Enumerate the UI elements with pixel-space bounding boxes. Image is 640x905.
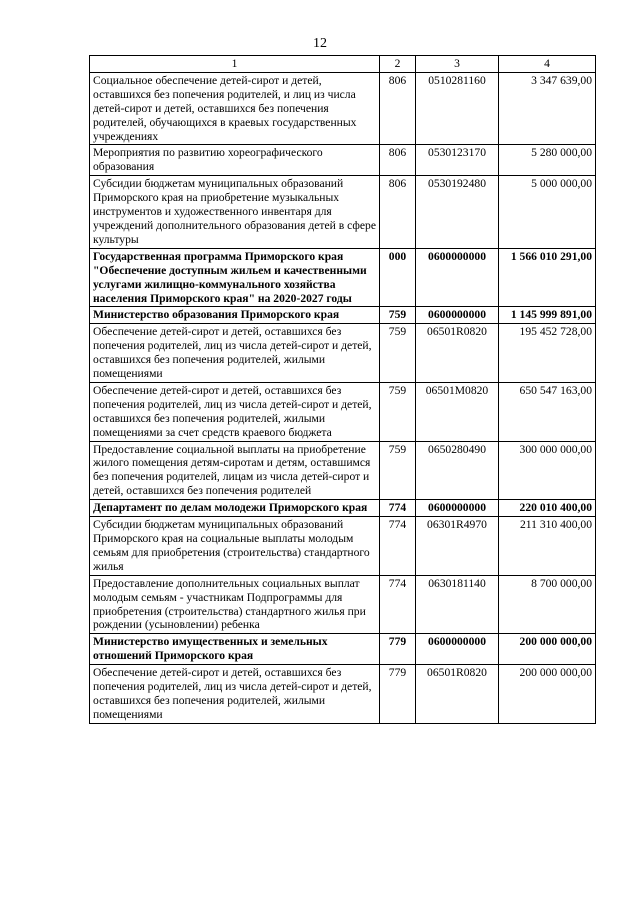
column-header: 3	[416, 56, 499, 73]
row-code-cell: 759	[380, 441, 416, 500]
row-name-cell: Предоставление социальной выплаты на приобретение жилого помещения детям-сиротам и детям, оставшимся без попечения родителей, лицам из числа детей-сирот и детей, оставшихся без попечения родителей	[90, 441, 380, 500]
row-code-cell: 806	[380, 145, 416, 176]
row-name-cell: Министерство имущественных и земельных отношений Приморского края	[90, 634, 380, 665]
row-amount-cell: 211 310 400,00	[499, 517, 596, 576]
column-header: 4	[499, 56, 596, 73]
row-code-cell: 774	[380, 500, 416, 517]
row-amount-cell: 200 000 000,00	[499, 665, 596, 724]
table-row	[90, 634, 596, 665]
row-article-cell: 0530123170	[416, 145, 499, 176]
table-header-row	[90, 56, 596, 73]
page-number: 12	[313, 36, 327, 51]
row-name-cell: Субсидии бюджетам муниципальных образований Приморского края на приобретение музыкальных инструментов и художественного инвентаря для учреждений дополнительного образования детей в сфере культуры	[90, 176, 380, 249]
row-amount-cell: 300 000 000,00	[499, 441, 596, 500]
table-row	[90, 72, 596, 145]
row-name-cell: Предоставление дополнительных социальных выплат молодым семьям - участникам Подпрограммы для приобретения (строительства) стандартного жилья при рождении (усыновлении) ребенка	[90, 575, 380, 634]
table-row	[90, 441, 596, 500]
row-article-cell: 06501R0820	[416, 665, 499, 724]
table-row	[90, 145, 596, 176]
row-amount-cell: 5 000 000,00	[499, 176, 596, 249]
column-header: 2	[380, 56, 416, 73]
row-article-cell: 0600000000	[416, 307, 499, 324]
row-code-cell: 774	[380, 575, 416, 634]
row-name-cell: Государственная программа Приморского края "Обеспечение доступным жильем и качественными услугами жилищно-коммунального хозяйства населения Приморского края" на 2020-2027 годы	[90, 248, 380, 307]
row-article-cell: 0630181140	[416, 575, 499, 634]
row-amount-cell: 220 010 400,00	[499, 500, 596, 517]
row-code-cell: 806	[380, 176, 416, 249]
row-amount-cell: 1 566 010 291,00	[499, 248, 596, 307]
row-article-cell: 0510281160	[416, 72, 499, 145]
row-amount-cell: 1 145 999 891,00	[499, 307, 596, 324]
column-header: 1	[90, 56, 380, 73]
budget-table	[89, 55, 596, 724]
row-name-cell: Субсидии бюджетам муниципальных образований Приморского края на социальные выплаты молодым семьям для приобретения (строительства) стандартного жилья	[90, 517, 380, 576]
row-article-cell: 06501R0820	[416, 324, 499, 383]
row-article-cell: 0600000000	[416, 634, 499, 665]
row-article-cell: 0600000000	[416, 500, 499, 517]
table-row	[90, 575, 596, 634]
row-code-cell: 759	[380, 324, 416, 383]
row-amount-cell: 195 452 728,00	[499, 324, 596, 383]
row-name-cell: Мероприятия по развитию хореографического образования	[90, 145, 380, 176]
table-row	[90, 500, 596, 517]
table-row	[90, 382, 596, 441]
table-row	[90, 517, 596, 576]
row-name-cell: Обеспечение детей-сирот и детей, оставшихся без попечения родителей, лиц из числа детей-сирот и детей, оставшихся без попечения родителей, жилыми помещениями	[90, 665, 380, 724]
row-amount-cell: 3 347 639,00	[499, 72, 596, 145]
table-row	[90, 176, 596, 249]
table-row	[90, 324, 596, 383]
row-name-cell: Министерство образования Приморского края	[90, 307, 380, 324]
row-code-cell: 779	[380, 634, 416, 665]
row-article-cell: 06501М0820	[416, 382, 499, 441]
row-name-cell: Департамент по делам молодежи Приморского края	[90, 500, 380, 517]
row-name-cell: Социальное обеспечение детей-сирот и детей, оставшихся без попечения родителей, и лиц из числа детей-сирот и детей, оставшихся без попечения родителей, обучающихся в краевых государственных учреждениях	[90, 72, 380, 145]
row-code-cell: 806	[380, 72, 416, 145]
row-article-cell: 0530192480	[416, 176, 499, 249]
row-article-cell: 0650280490	[416, 441, 499, 500]
row-code-cell: 759	[380, 307, 416, 324]
row-name-cell: Обеспечение детей-сирот и детей, оставшихся без попечения родителей, лиц из числа детей-сирот и детей, оставшихся без попечения родителей, жилыми помещениями	[90, 324, 380, 383]
row-amount-cell: 5 280 000,00	[499, 145, 596, 176]
row-amount-cell: 8 700 000,00	[499, 575, 596, 634]
row-amount-cell: 200 000 000,00	[499, 634, 596, 665]
row-article-cell: 06301R4970	[416, 517, 499, 576]
row-article-cell: 0600000000	[416, 248, 499, 307]
row-code-cell: 000	[380, 248, 416, 307]
table-row	[90, 307, 596, 324]
row-code-cell: 759	[380, 382, 416, 441]
row-name-cell: Обеспечение детей-сирот и детей, оставшихся без попечения родителей, лиц из числа детей-сирот и детей, оставшихся без попечения родителей, жилыми помещениями за счет средств краевого бюджета	[90, 382, 380, 441]
row-amount-cell: 650 547 163,00	[499, 382, 596, 441]
table-row	[90, 665, 596, 724]
row-code-cell: 779	[380, 665, 416, 724]
row-code-cell: 774	[380, 517, 416, 576]
table-row	[90, 248, 596, 307]
